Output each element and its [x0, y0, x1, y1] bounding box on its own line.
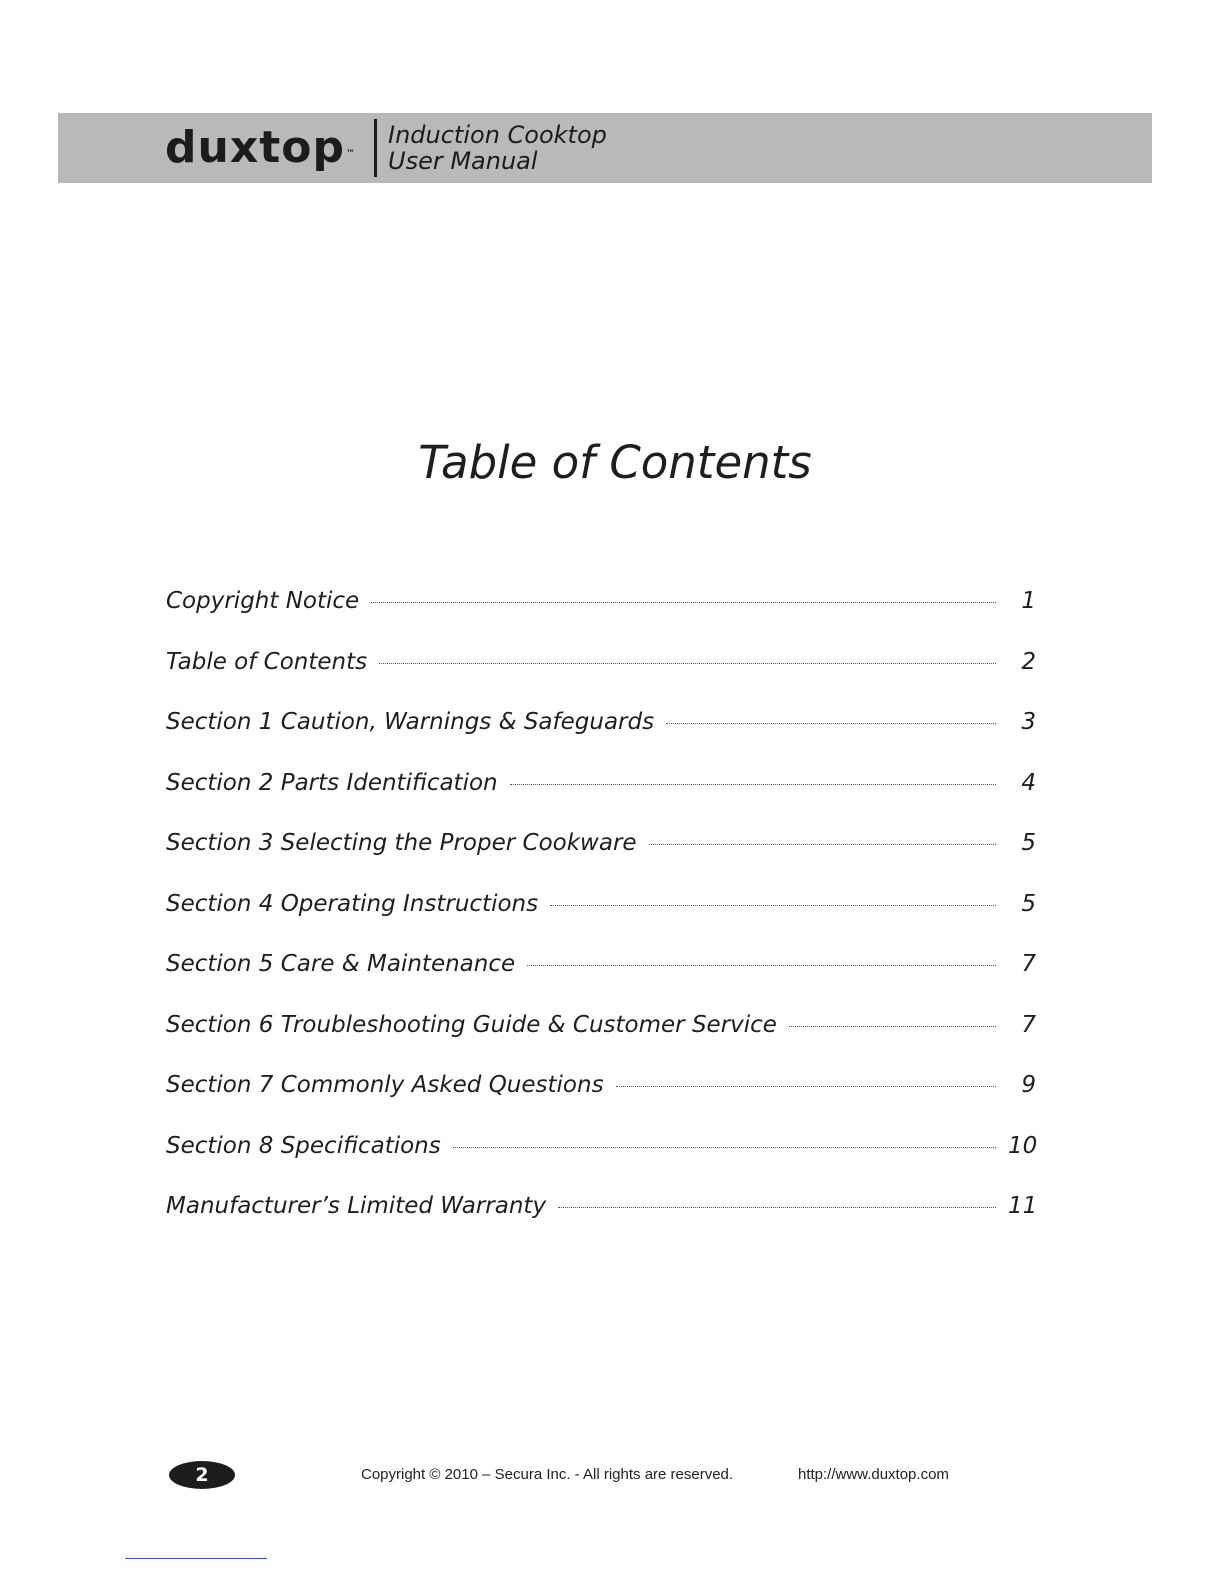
- toc-entry-page: 5: [1021, 890, 1036, 917]
- footer-url-link[interactable]: http://www.duxtop.com: [798, 1466, 949, 1483]
- toc-entry[interactable]: [166, 951, 1036, 1012]
- toc-entry[interactable]: [166, 1012, 1036, 1073]
- toc-entry-page: 7: [1021, 1011, 1036, 1038]
- page-title: Table of Contents: [418, 436, 812, 489]
- dot-leader: [616, 1086, 996, 1087]
- toc-entry-label: Section 3 Selecting the Proper Cookware: [166, 830, 637, 856]
- toc-entry[interactable]: [166, 770, 1036, 831]
- toc-entry-label: Copyright Notice: [166, 588, 360, 614]
- dot-leader: [527, 965, 996, 966]
- toc-entry-label: Section 5 Care & Maintenance: [166, 951, 516, 977]
- dot-leader: [453, 1147, 996, 1148]
- toc-entry-page: 10: [1008, 1132, 1038, 1159]
- dot-leader: [550, 905, 996, 906]
- toc-entry-label: Section 8 Specifications: [166, 1132, 441, 1159]
- toc-list: [166, 588, 1036, 1254]
- page-number-badge: 2: [169, 1461, 235, 1489]
- toc-entry[interactable]: [166, 1193, 1036, 1254]
- footer-copyright: Copyright © 2010 – Secura Inc. - All rights are reserved.: [361, 1466, 734, 1483]
- dot-leader: [789, 1026, 996, 1027]
- toc-entry-label: Section 2 Parts Identification: [166, 769, 498, 796]
- brand-name: duxtop: [165, 122, 345, 173]
- dot-leader: [510, 784, 996, 785]
- toc-entry-label: Section 1 Caution, Warnings & Safeguards: [166, 709, 655, 735]
- header-band: [58, 113, 1152, 183]
- toc-entry[interactable]: [166, 1072, 1036, 1133]
- dot-leader: [379, 663, 996, 664]
- toc-entry-page: 5: [1021, 830, 1036, 856]
- bottom-rule: [125, 1558, 267, 1559]
- header-titles: [388, 122, 607, 174]
- toc-entry-label: Manufacturer’s Limited Warranty: [166, 1193, 547, 1219]
- dot-leader: [666, 723, 996, 724]
- duxtop-logo: [165, 121, 356, 175]
- toc-entry[interactable]: [166, 709, 1036, 770]
- toc-entry-page: 4: [1021, 769, 1036, 796]
- toc-entry-page: 7: [1021, 951, 1036, 977]
- toc-entry-label: Section 6 Troubleshooting Guide & Customer Service: [166, 1011, 777, 1038]
- document-type: User Manual: [388, 147, 538, 175]
- toc-entry[interactable]: [166, 588, 1036, 649]
- toc-entry-page: 11: [1008, 1193, 1038, 1219]
- trademark-symbol: ™: [345, 149, 356, 159]
- toc-entry-label: Table of Contents: [166, 648, 368, 675]
- toc-entry-label: Section 7 Commonly Asked Questions: [166, 1072, 604, 1098]
- toc-entry-page: 1: [1021, 588, 1036, 614]
- dot-leader: [649, 844, 996, 845]
- logo-divider: [374, 119, 377, 177]
- toc-entry[interactable]: [166, 830, 1036, 891]
- dot-leader: [558, 1207, 996, 1208]
- toc-entry[interactable]: [166, 649, 1036, 710]
- toc-entry[interactable]: [166, 891, 1036, 952]
- toc-entry-label: Section 4 Operating Instructions: [166, 890, 539, 917]
- toc-entry-page: 3: [1021, 709, 1036, 735]
- toc-entry-page: 2: [1021, 648, 1036, 675]
- toc-entry[interactable]: [166, 1133, 1036, 1194]
- dot-leader: [371, 602, 996, 603]
- product-line: Induction Cooktop: [388, 121, 607, 149]
- toc-entry-page: 9: [1021, 1072, 1036, 1098]
